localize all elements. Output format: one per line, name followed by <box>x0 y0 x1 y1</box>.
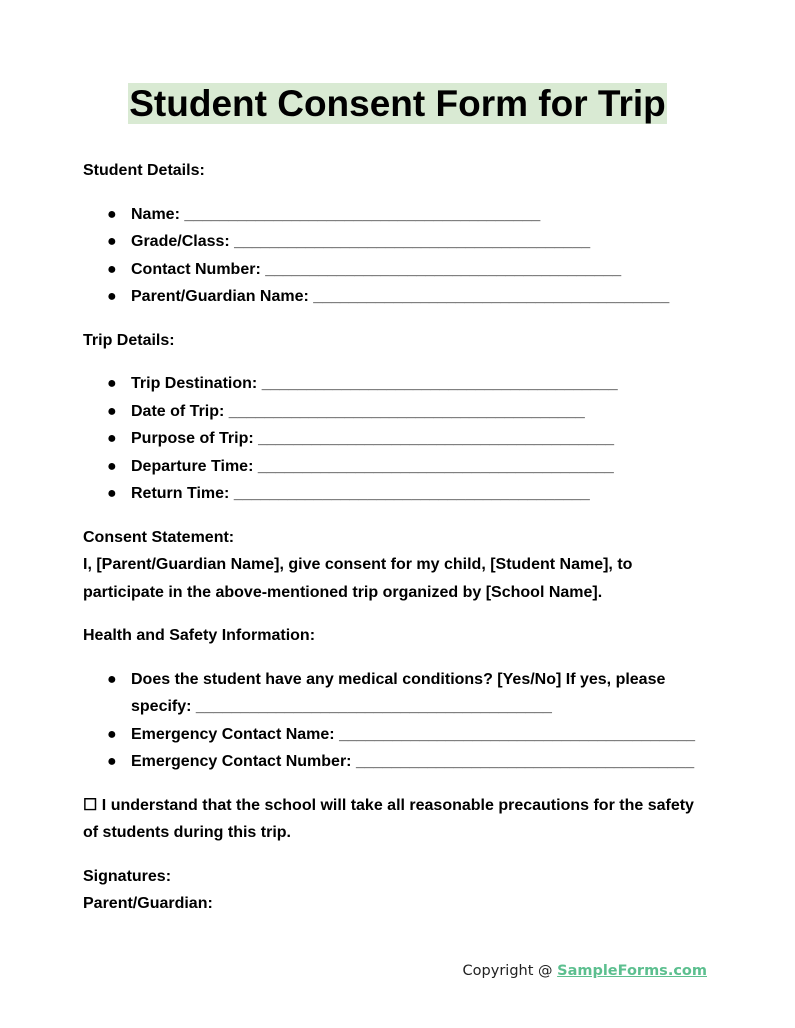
list-item <box>83 370 713 398</box>
parent-signature-row <box>83 890 713 909</box>
bullet-icon: ● <box>107 205 117 223</box>
bullet-icon: ● <box>107 260 117 278</box>
trip-details-list <box>83 370 713 508</box>
field-label: Trip Destination: <box>131 375 258 392</box>
bullet-icon: ● <box>107 288 117 305</box>
field-label: Contact Number: <box>131 260 261 278</box>
destination-blank[interactable]: ________________________________________ <box>261 375 618 392</box>
list-item <box>83 666 713 721</box>
field-label: Emergency Contact Name: <box>131 725 335 743</box>
bullet-icon: ● <box>107 430 117 447</box>
bullet-icon: ● <box>107 233 117 250</box>
contact-number-blank[interactable]: ________________________________________ <box>265 260 622 278</box>
bullet-icon: ● <box>107 753 117 770</box>
acknowledgement-text: I understand that the school will take all reasonable precautions for the safety of students during this trip. <box>83 796 694 841</box>
bullet-icon: ● <box>107 402 117 420</box>
guardian-name-blank[interactable]: ________________________________________ <box>313 288 670 305</box>
list-item <box>83 425 713 453</box>
list-item <box>83 228 713 256</box>
trip-details-heading: Trip Details: <box>83 331 175 349</box>
list-item <box>83 748 713 776</box>
purpose-blank[interactable]: ________________________________________ <box>258 430 615 447</box>
list-item <box>83 256 713 284</box>
parent-signature-blank[interactable]: ____________________________ <box>217 895 467 909</box>
field-label: Parent/Guardian Name: <box>131 288 309 305</box>
student-details-list <box>83 201 713 311</box>
field-label: Purpose of Trip: <box>131 430 254 447</box>
emergency-name-blank[interactable]: ________________________________________ <box>339 725 696 743</box>
copyright-text: Copyright @ <box>462 963 558 979</box>
list-item <box>83 453 713 481</box>
title-wrap <box>0 83 795 124</box>
form-content <box>83 157 713 909</box>
list-item <box>83 721 713 749</box>
field-label: Does the student have any medical conditions? [Yes/No] If yes, please specify: <box>131 670 666 715</box>
bullet-icon: ● <box>107 457 117 475</box>
name-blank[interactable]: ________________________________________ <box>184 205 541 223</box>
signatures-heading: Signatures: <box>83 867 172 885</box>
field-label: Name: <box>131 205 180 223</box>
bullet-icon: ● <box>107 670 117 688</box>
bullet-icon: ● <box>107 725 117 743</box>
list-item <box>83 283 713 311</box>
grade-blank[interactable]: ________________________________________ <box>234 233 591 250</box>
field-label: Grade/Class: <box>131 233 230 250</box>
field-label: Departure Time: <box>131 457 254 475</box>
list-item <box>83 398 713 426</box>
list-item <box>83 480 713 508</box>
page-title: Student Consent Form for Trip <box>129 83 666 124</box>
consent-heading: Consent Statement: <box>83 528 235 546</box>
departure-blank[interactable]: ________________________________________ <box>257 457 614 475</box>
health-heading: Health and Safety Information: <box>83 627 316 644</box>
footer <box>463 963 707 979</box>
bullet-icon: ● <box>107 485 117 502</box>
field-label: Emergency Contact Number: <box>131 753 352 770</box>
field-label: Return Time: <box>131 485 230 502</box>
field-label: Parent/Guardian: <box>83 895 213 909</box>
acknowledgement <box>83 792 713 847</box>
sampleforms-link[interactable]: SampleForms.com <box>557 963 707 979</box>
date-blank[interactable]: ________________________________________ <box>228 402 585 420</box>
medical-blank[interactable]: ________________________________________ <box>195 698 552 715</box>
checkbox-icon[interactable]: ☐ <box>83 796 98 814</box>
health-list <box>83 666 713 776</box>
bullet-icon: ● <box>107 375 117 392</box>
field-label: Date of Trip: <box>131 402 225 420</box>
list-item <box>83 201 713 229</box>
emergency-number-blank[interactable]: ______________________________________ <box>355 753 695 770</box>
student-details-heading: Student Details: <box>83 162 205 179</box>
consent-text: I, [Parent/Guardian Name], give consent for my child, [Student Name], to participate in the above-mentioned trip organized by [School Name]. <box>83 556 633 601</box>
return-blank[interactable]: ________________________________________ <box>233 485 590 502</box>
